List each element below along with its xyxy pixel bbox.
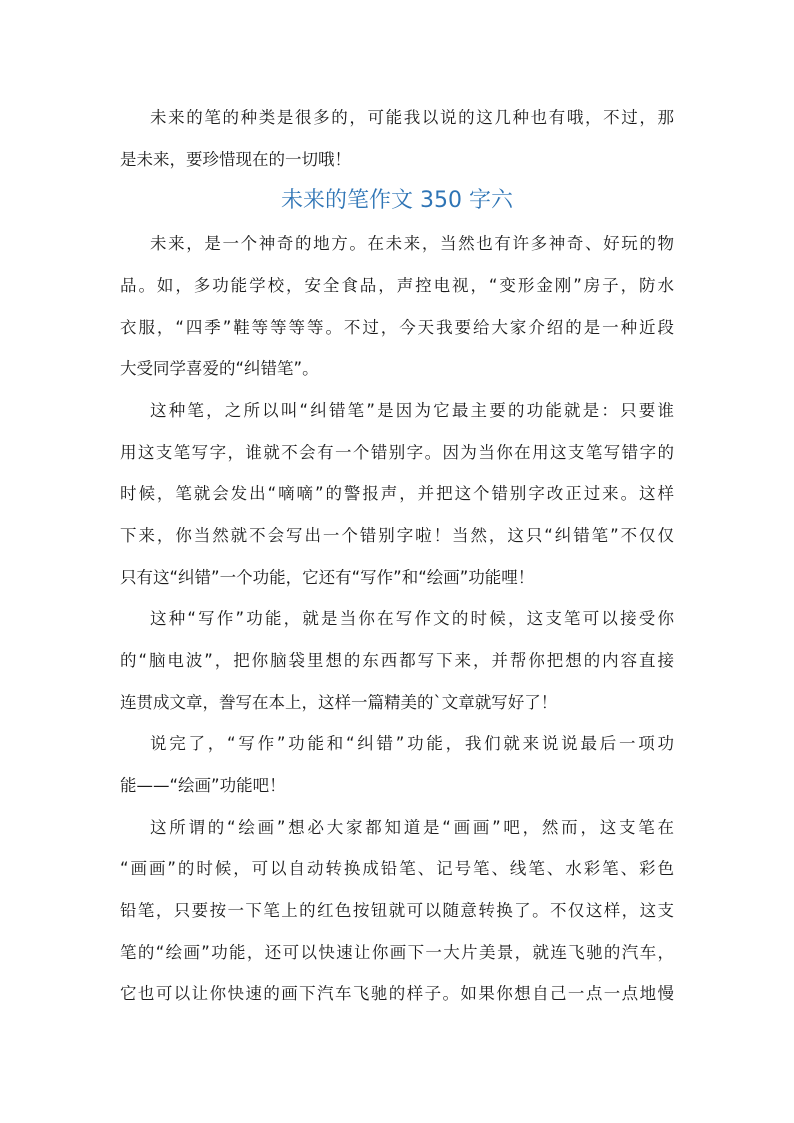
paragraph-6-line-1: 这所谓的“绘画”想必大家都知道是“画画”吧，然而，这支笔在 [150,818,674,837]
paragraph-2-line-4: 大受同学喜爱的“纠错笔”。 [120,359,319,378]
paragraph-3-line-4: 下来，你当然就不会写出一个错别字啦！当然，这只“纠错笔”不仅仅 [120,526,674,545]
paragraph-3-line-2: 用这支笔写字，谁就不会有一个错别字。因为当你在用这支笔写错字的 [120,443,674,462]
paragraph-5-line-1: 说完了，“写作”功能和“纠错”功能，我们就来说说最后一项功 [150,734,674,753]
paragraph-3-line-5: 只有这“纠错”一个功能，它还有“写作”和“绘画”功能哩！ [120,568,535,587]
paragraph-2-line-3: 衣服，“四季”鞋等等等等。不过，今天我要给大家介绍的是一种近段 [120,318,674,337]
paragraph-3-line-1: 这种笔，之所以叫“纠错笔”是因为它最主要的功能就是：只要谁 [150,401,674,420]
paragraph-3-line-3: 时候，笔就会发出“嘀嘀”的警报声，并把这个错别字改正过来。这样 [120,484,674,503]
paragraph-1-line-1: 未来的笔的种类是很多的，可能我以说的这几种也有哦，不过，那 [150,108,674,127]
paragraph-4-line-3: 连贯成文章，誊写在本上，这样一篇精美的`文章就写好了！ [120,693,558,712]
paragraph-6-line-4: 笔的“绘画”功能，还可以快速让你画下一大片美景，就连飞驰的汽车， [120,943,674,962]
paragraph-2-line-1: 未来，是一个神奇的地方。在未来，当然也有许多神奇、好玩的物 [150,234,674,253]
paragraph-4-line-1: 这种“写作”功能，就是当你在写作文的时候，这支笔可以接受你 [150,609,674,628]
paragraph-6-line-5: 它也可以让你快速的画下汽车飞驰的样子。如果你想自己一点一点地慢 [120,984,674,1003]
paragraph-2-line-2: 品。如，多功能学校，安全食品，声控电视，“变形金刚”房子，防水 [120,276,674,295]
paragraph-6-line-3: 铅笔，只要按一下笔上的红色按钮就可以随意转换了。不仅这样，这支 [120,901,674,920]
paragraph-6-line-2: “画画”的时候，可以自动转换成铅笔、记号笔、线笔、水彩笔、彩色 [120,859,674,878]
paragraph-5-line-2: 能——“绘画”功能吧！ [120,776,286,795]
paragraph-4-line-2: 的“脑电波”，把你脑袋里想的东西都写下来，并帮你把想的内容直接 [120,651,674,670]
section-heading: 未来的笔作文 350 字六 [281,188,513,213]
paragraph-1-line-2: 是未来，要珍惜现在的一切哦！ [120,150,351,169]
